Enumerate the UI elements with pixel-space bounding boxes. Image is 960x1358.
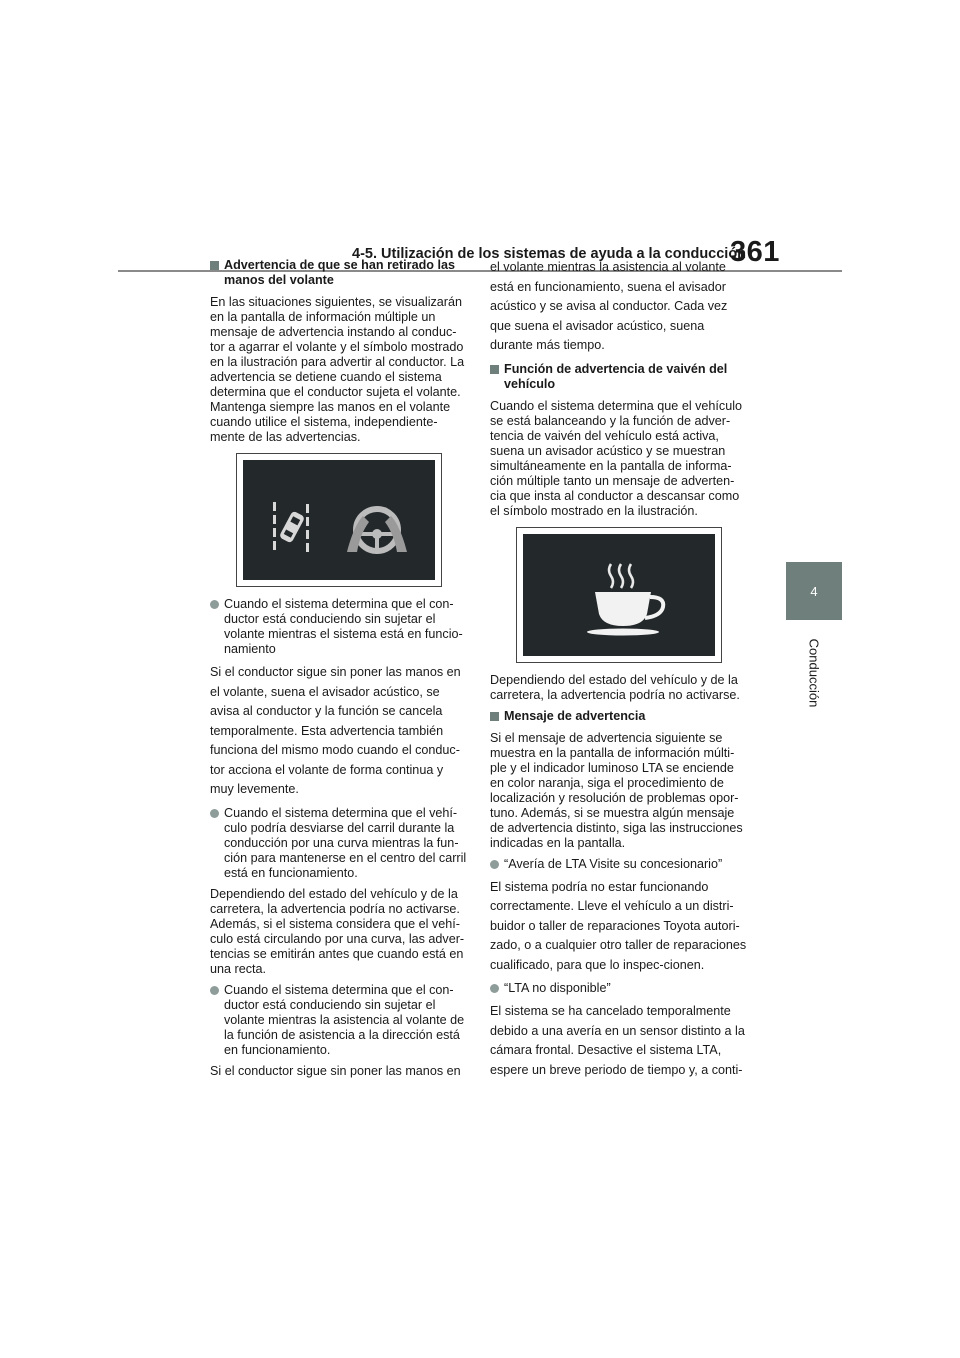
figure-hands-off-warning xyxy=(236,453,442,587)
list-item: Cuando el sistema determina que el con-ductor está conduciendo sin sujetar el volante mientras el sistema está en funcio-namiento xyxy=(210,597,468,657)
section-title: 4-5. Utilización de los sistemas de ayuda a la conducción xyxy=(352,246,747,262)
paragraph: Dependiendo del estado del vehículo y de la carretera, la advertencia podría no activarse. xyxy=(490,672,740,702)
paragraph: Cuando el sistema determina que el vehículo se está balanceando y la función de adver-tencia de vaivén del vehículo está activa, suena un avisador acústico y se muestran simultáneamente en la pantalla de informa-ción múltiple tanto un mensaje de adverten-cia que insta al conductor a descansar como el símbolo mostrado en la ilustración. xyxy=(490,398,743,518)
chapter-label xyxy=(786,628,842,718)
lane-departure-car-icon xyxy=(273,502,309,552)
right-column xyxy=(490,258,748,1086)
paragraph: Dependiendo del estado del vehículo y de la carretera, la advertencia podría no activarse. Además, si el sistema considera que el vehí-culo está circulando por una curva, las adver-tencias se emitirán antes que cuando está en una recta. xyxy=(210,886,465,976)
display-screen xyxy=(243,460,435,580)
paragraph: En las situaciones siguientes, se visualizarán en la pantalla de información múltiple un mensaje de advertencia instando al conduc-tor a agarrar el volante y el símbolo mostrado en la ilustración para advertir al conductor. La advertencia se detiene cuando el sistema determina que el conductor sujeta el volante. Mantenga siempre las manos en el volante cuando utilice el sistema, independiente-mente de las advertencias. xyxy=(210,295,465,444)
coffee-cup-icon xyxy=(587,564,663,636)
chapter-number: 4 xyxy=(810,583,818,599)
page-number: 361 xyxy=(730,236,780,268)
paragraph: el volante mientras la asistencia al volante está en funcionamiento, suena el avisador acústico y se avisa al conductor. Cada vez que suena el avisador acústico, suena durante más tiempo. xyxy=(490,260,728,352)
list-item: “Avería de LTA Visite su concesionario” xyxy=(490,857,748,872)
heading-sway-warning: Función de advertencia de vaivén del vehículo xyxy=(490,362,748,392)
list-item: Cuando el sistema determina que el con-ductor está conduciendo sin sujetar el volante mientras la asistencia al volante de la función de asistencia a la dirección está en funcionamiento. xyxy=(210,983,468,1058)
chapter-tab[interactable] xyxy=(786,562,842,620)
paragraph: El sistema podría no estar funcionando correctamente. Lleve el vehículo a un distri-buidor o taller de reparaciones Toyota autori-zado, o a cualquier otro taller de reparaciones cualificado, para que lo inspec-cionen. xyxy=(490,879,747,972)
heading-hands-off: Advertencia de que se han retirado las manos del volante xyxy=(210,258,468,288)
chapter-label-text: Conducción xyxy=(806,638,822,708)
heading-warning-message: Mensaje de advertencia xyxy=(490,709,748,724)
paragraph: Si el conductor sigue sin poner las manos en xyxy=(210,1063,461,1078)
paragraph: Si el conductor sigue sin poner las manos en el volante, suena el avisador acústico, se avisa al conductor y la función se cancela temporalmente. Esta advertencia también funciona del mismo modo cuando el conduc-tor acciona el volante de forma continua y muy levemente. xyxy=(210,665,461,796)
paragraph: Si el mensaje de advertencia siguiente se muestra en la pantalla de información múlti-ple y el indicador luminoso LTA se enciende en color naranja, siga el procedimiento de localización y resolución de problemas opor-tuno. Además, si se muestra algún mensaje de advertencia distinto, siga las instrucciones indicadas en la pantalla. xyxy=(490,730,743,850)
display-screen xyxy=(523,534,715,656)
left-column xyxy=(210,258,468,1085)
list-item: Cuando el sistema determina que el vehí-culo podría desviarse del carril durante la conducción por una curva mientras la fun-ción para mantenerse en el centro del carril está en funcionamiento. xyxy=(210,806,468,881)
list-item: “LTA no disponible” xyxy=(490,981,748,996)
hands-on-steering-wheel-icon xyxy=(347,509,407,552)
figure-rest-warning xyxy=(516,527,722,663)
paragraph: El sistema se ha cancelado temporalmente debido a una avería en un sensor distinto a la cámara frontal. Desactive el sistema LTA, espere un breve periodo de tiempo y, a conti- xyxy=(490,1004,745,1077)
